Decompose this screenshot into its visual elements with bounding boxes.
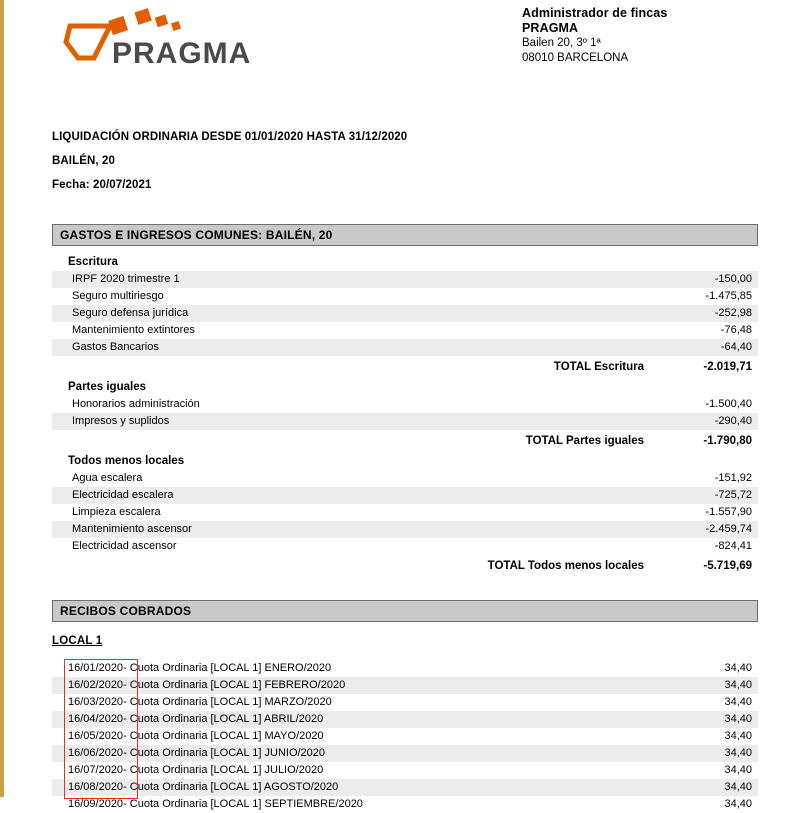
expense-amount: -150,00 (714, 273, 752, 285)
receipt-amount: 34,40 (724, 696, 752, 708)
table-row (52, 396, 758, 413)
table-row (52, 271, 758, 288)
receipt-description: - Cuota Ordinaria [LOCAL 1] JUNIO/2020 (123, 747, 326, 759)
document-date: Fecha: 20/07/2021 (52, 179, 152, 191)
receipt-date: 16/08/2020 (68, 781, 124, 793)
receipt-amount: 34,40 (724, 679, 752, 691)
section-header-expenses: GASTOS E INGRESOS COMUNES: BAILÉN, 20 (52, 224, 758, 246)
group-total-row (52, 356, 758, 377)
list-item (52, 762, 758, 779)
list-item (52, 694, 758, 711)
list-item (52, 796, 758, 813)
expense-amount: -1.557,90 (705, 506, 752, 518)
receipt-amount: 34,40 (724, 798, 752, 810)
table-row (52, 288, 758, 305)
receipt-date: 16/05/2020 (68, 730, 124, 742)
liquidation-titles (52, 131, 407, 203)
group-total-row (52, 430, 758, 451)
company-role: Administrador de fincas (522, 6, 668, 20)
table-row (52, 504, 758, 521)
expense-amount: -64,40 (720, 341, 752, 353)
expense-group-title: Todos menos locales (68, 455, 185, 467)
table-row (52, 339, 758, 356)
expense-amount: -151,92 (714, 472, 752, 484)
svg-text:PRAGMA: PRAGMA (112, 37, 252, 70)
pragma-logo (52, 8, 282, 70)
receipt-amount: 34,40 (724, 713, 752, 725)
company-city: 08010 BARCELONA (522, 52, 629, 64)
group-total-amount: -2.019,71 (703, 361, 752, 373)
group-total-amount: -1.790,80 (703, 435, 752, 447)
receipt-amount: 34,40 (724, 730, 752, 742)
receipt-date: 16/07/2020 (68, 764, 124, 776)
expense-label: Gastos Bancarios (72, 341, 159, 353)
expense-amount: -76,48 (720, 324, 752, 336)
group-total-label: TOTAL Todos menos locales (487, 560, 644, 572)
expense-amount: -2.459,74 (705, 523, 752, 535)
receipt-date: 16/04/2020 (68, 713, 124, 725)
receipt-description: - Cuota Ordinaria [LOCAL 1] SEPTIEMBRE/2020 (123, 798, 363, 810)
expense-amount: -725,72 (714, 489, 752, 501)
expense-label: IRPF 2020 trimestre 1 (72, 273, 180, 285)
group-total-amount: -5.719,69 (703, 560, 752, 572)
expense-amount: -1.500,40 (705, 398, 752, 410)
list-item (52, 728, 758, 745)
group-total-row (52, 555, 758, 576)
expense-label: Electricidad escalera (72, 489, 174, 501)
expense-label: Electricidad ascensor (72, 540, 177, 552)
expense-label: Honorarios administración (72, 398, 200, 410)
receipt-amount: 34,40 (724, 747, 752, 759)
expense-amount: -824,41 (714, 540, 752, 552)
section-header-receipts: RECIBOS COBRADOS (52, 600, 758, 622)
company-address: Bailen 20, 3º 1ª (522, 37, 601, 49)
expense-amount: -290,40 (714, 415, 752, 427)
expense-label: Impresos y suplidos (72, 415, 170, 427)
expense-label: Mantenimiento ascensor (72, 523, 192, 535)
group-total-label: TOTAL Escritura (553, 361, 644, 373)
expense-label: Seguro defensa jurídica (72, 307, 189, 319)
list-item (52, 660, 758, 677)
receipt-date: 16/01/2020 (68, 662, 124, 674)
property-address: BAILÉN, 20 (52, 155, 115, 167)
group-total-label: TOTAL Partes iguales (525, 435, 644, 447)
table-row (52, 487, 758, 504)
liquidation-period: LIQUIDACIÓN ORDINARIA DESDE 01/01/2020 HASTA 31/12/2020 (52, 131, 408, 143)
receipt-date: 16/09/2020 (68, 798, 124, 810)
expense-label: Mantenimiento extintores (72, 324, 195, 336)
table-row (52, 413, 758, 430)
table-row (52, 470, 758, 487)
receipt-description: - Cuota Ordinaria [LOCAL 1] ABRIL/2020 (123, 713, 324, 725)
expense-label: Seguro multiriesgo (72, 290, 164, 302)
receipt-date: 16/06/2020 (68, 747, 124, 759)
receipts-table (52, 660, 758, 813)
table-row (52, 538, 758, 555)
expenses-table (52, 252, 758, 618)
expense-amount: -1.475,85 (705, 290, 752, 302)
company-address-block (522, 6, 667, 66)
document-header (4, 0, 802, 92)
table-row (52, 322, 758, 339)
receipt-description: - Cuota Ordinaria [LOCAL 1] ENERO/2020 (123, 662, 332, 674)
list-item (52, 745, 758, 762)
receipt-amount: 34,40 (724, 781, 752, 793)
expense-label: Limpieza escalera (72, 506, 161, 518)
list-item (52, 711, 758, 728)
receipts-local-title: LOCAL 1 (52, 635, 103, 647)
receipt-amount: 34,40 (724, 662, 752, 674)
table-row (52, 305, 758, 322)
table-row (52, 521, 758, 538)
list-item (52, 677, 758, 694)
receipt-description: - Cuota Ordinaria [LOCAL 1] MARZO/2020 (123, 696, 332, 708)
expense-group-title: Partes iguales (68, 381, 146, 393)
receipt-description: - Cuota Ordinaria [LOCAL 1] MAYO/2020 (123, 730, 324, 742)
receipt-description: - Cuota Ordinaria [LOCAL 1] FEBRERO/2020 (123, 679, 346, 691)
company-name: PRAGMA (522, 21, 579, 35)
receipt-amount: 34,40 (724, 764, 752, 776)
list-item (52, 779, 758, 796)
receipt-description: - Cuota Ordinaria [LOCAL 1] JULIO/2020 (123, 764, 324, 776)
expense-amount: -252,98 (714, 307, 752, 319)
receipt-description: - Cuota Ordinaria [LOCAL 1] AGOSTO/2020 (123, 781, 339, 793)
receipt-date: 16/03/2020 (68, 696, 124, 708)
expense-group-title: Escritura (68, 256, 118, 268)
expense-label: Agua escalera (72, 472, 143, 484)
receipt-date: 16/02/2020 (68, 679, 124, 691)
